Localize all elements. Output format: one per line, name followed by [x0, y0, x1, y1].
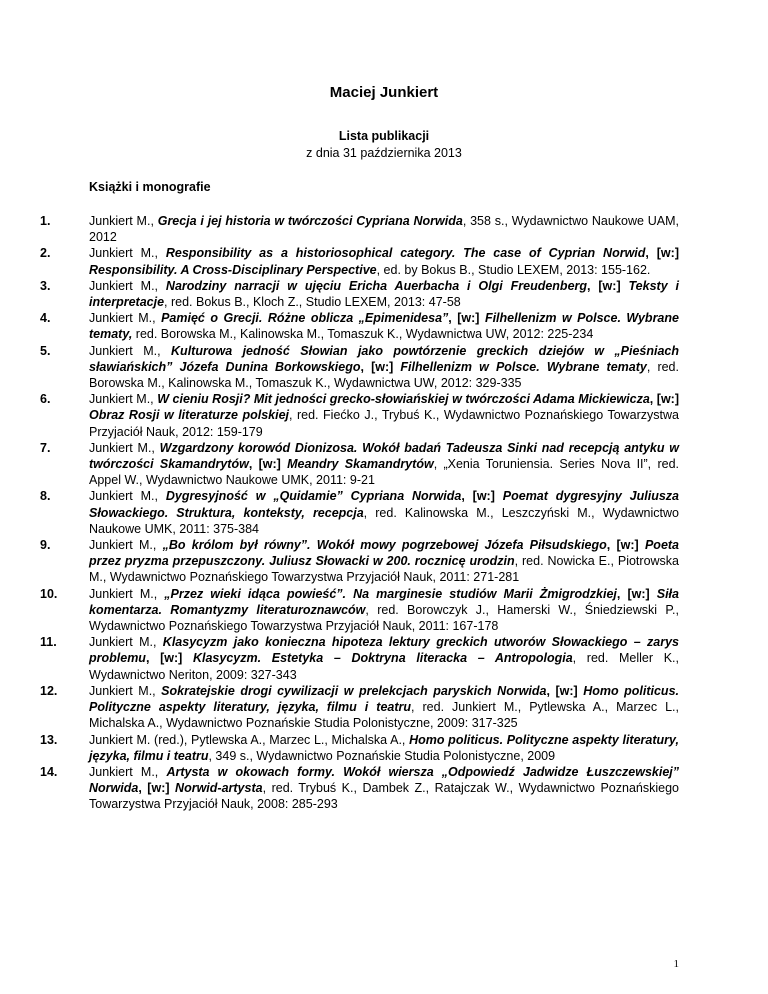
item-title: „Bo królom był równy”. Wokół mowy pogrzebowej Józefa Piłsudskiego: [162, 538, 607, 553]
item-title: Grecja i jej historia w twórczości Cypriana Norwida: [157, 214, 463, 228]
item-rest: red. Borowska M., Kalinowska M., Tomaszuk K., Wydawnictwa UW, 2012: 225-234: [132, 327, 594, 342]
item-book: Poeta przez pryzma przepuszczony. Juliusz Słowacki w 200. rocznicę urodzin: [89, 538, 680, 569]
list-item: [0, 732, 768, 764]
list-item: [0, 213, 768, 245]
item-rest: , red. Junkiert M., Pytlewska A., Marzec L., Michalska A., Wydawnictwo Poznańskie Studia Polonistyczne, 2009: 317-325: [89, 700, 679, 731]
item-title: W cieniu Rosji? Mit jedności grecko-słowiańskiej w twórczości Adama Mickiewicza: [157, 392, 650, 407]
item-number: 14.: [40, 764, 58, 779]
list-item: [0, 245, 768, 277]
item-in: , [w:]: [645, 246, 679, 261]
item-author: Junkiert M.,: [89, 489, 166, 504]
item-in: , [w:]: [138, 781, 176, 796]
item-rest: , red. Kalinowska M., Leszczyński M., Wydawnictwo Naukowe UMK, 2011: 375-384: [89, 505, 679, 536]
item-book: Meandry Skamandrytów: [287, 457, 434, 472]
item-rest: , 358 s., Wydawnictwo Naukowe UAM, 2012: [89, 214, 679, 245]
item-rest: , red. Meller K., Wydawnictwo Neriton, 2009: 327-343: [89, 651, 679, 682]
item-in: , [w:]: [448, 311, 485, 326]
item-title: Homo politicus. Polityczne aspekty literatury, języka, filmu i teatru: [89, 732, 679, 763]
item-author: Junkiert M.,: [89, 311, 162, 326]
item-in: , [w:]: [649, 392, 679, 407]
item-number: 7.: [40, 440, 51, 455]
item-rest: , „Xenia Toruniensia. Series Nova II”, red. Appel W., Wydawnictwo Naukowe UMK, 2011: 9-21: [89, 457, 679, 488]
item-rest: , ed. by Bokus B., Studio LEXEM, 2013: 155-162.: [376, 262, 651, 277]
item-author: Junkiert M.,: [89, 683, 162, 698]
item-title: Responsibility as a historiosophical category. The case of Cyprian Norwid: [165, 246, 646, 261]
item-title: Wzgardzony korowód Dionizosa. Wokół badań Tadeusza Sinki nad recepcją antyku w twórczości Skamandrytów: [89, 440, 679, 472]
author-heading: Maciej Junkiert: [329, 84, 439, 101]
item-book: Siła komentarza. Romantyzmy literaturoznawców: [89, 586, 679, 617]
item-author: Junkiert M.,: [89, 440, 160, 455]
list-item: [0, 440, 768, 489]
list-item: [0, 343, 768, 392]
item-title: „Przez wieki idąca powieść”. Na marginesie studiów Marii Żmigrodzkiej: [164, 586, 617, 601]
publication-list: [0, 213, 768, 813]
item-author: Junkiert M.,: [89, 586, 165, 601]
item-book: Teksty i interpretacje: [89, 278, 680, 310]
item-book: Filhellenizm w Polsce. Wybrane tematy: [400, 359, 647, 374]
item-in: , [w:]: [606, 538, 645, 553]
list-item: [0, 391, 768, 440]
item-rest: , red. Nowicka E., Piotrowska M., Wydawnictwo Poznańskiego Towarzystwa Przyjaciół Nauk, 2011: 271-281: [89, 554, 680, 585]
item-number: 1.: [40, 214, 51, 228]
item-number: 2.: [40, 246, 51, 261]
item-title: Sokratejskie drogi cywilizacji w prelekcjach paryskich Norwida: [161, 683, 547, 698]
list-item: [0, 488, 768, 537]
item-author: Junkiert M.,: [89, 392, 158, 407]
item-in: , [w:]: [145, 651, 193, 666]
page-number: 1: [673, 958, 679, 970]
item-number: 10.: [40, 586, 58, 601]
list-title: Lista publikacji: [338, 129, 430, 143]
date-line: z dnia 31 października 2013: [306, 146, 462, 160]
item-rest: , red. Borowczyk J., Hamerski W., Śniedziewski P., Wydawnictwo Poznańskiego Towarzystwa Przyjaciół Nauk, 2011: 167-178: [89, 602, 680, 634]
item-author: Junkiert M. (red.), Pytlewska A., Marzec L., Michalska A.,: [89, 732, 410, 747]
item-author: Junkiert M.,: [89, 246, 166, 261]
list-item: [0, 764, 768, 813]
item-book: Klasycyzm. Estetyka – Doktryna literacka – Antropologia: [192, 651, 573, 666]
list-item: [0, 586, 768, 635]
item-book: Poemat dygresyjny Juliusza Słowackiego. Struktura, konteksty, recepcja: [89, 489, 679, 520]
item-number: 6.: [40, 392, 51, 407]
item-rest: , red. Bokus B., Kloch Z., Studio LEXEM, 2013: 47-58: [164, 295, 461, 310]
item-title: Dygresyjność w „Quidamie” Cypriana Norwida: [165, 489, 462, 504]
item-rest: , red. Fiećko J., Trybuś K., Wydawnictwo Poznańskiego Towarzystwa Przyjaciół Nauk, 2012: 159-179: [89, 408, 679, 439]
item-in: , [w:]: [248, 457, 288, 472]
item-title: Pamięć o Grecji. Różne oblicza „Epimenidesa”: [161, 311, 449, 326]
item-in: , [w:]: [546, 683, 584, 698]
item-title: Kulturowa jedność Słowian jako powtórzenie greckich dziejów w „Pieśniach sławiańskich” Józefa Dunina Borkowskiego: [89, 343, 679, 374]
item-in: , [w:]: [461, 489, 503, 504]
item-in: , [w:]: [587, 278, 629, 293]
item-number: 8.: [40, 489, 51, 504]
item-author: Junkiert M.,: [89, 538, 163, 553]
list-item: [0, 310, 768, 342]
item-in: , [w:]: [616, 586, 657, 601]
item-rest: , 349 s., Wydawnictwo Poznańskie Studia Polonistyczne, 2009: [208, 748, 556, 763]
item-number: 9.: [40, 538, 51, 553]
item-number: 11.: [40, 635, 57, 650]
item-book: Filhellenizm w Polsce. Wybrane tematy,: [89, 311, 679, 342]
list-item: [0, 537, 768, 586]
section-title: Książki i monografie: [89, 180, 211, 194]
item-title: Artysta w okowach formy. Wokół wiersza „Odpowiedź Jadwidze Łuszczewskiej” Norwida: [89, 764, 679, 796]
item-rest: , red. Trybuś K., Dambek Z., Ratajczak W., Wydawnictwo Poznańskiego Towarzystwa Przyjaciół Nauk, 2008: 285-293: [89, 781, 679, 812]
item-book: Norwid-artysta: [175, 781, 263, 796]
item-book: Homo politicus. Polityczne aspekty literatury, języka, filmu i teatru: [89, 683, 679, 715]
item-number: 3.: [40, 278, 51, 293]
item-author: Junkiert M.,: [89, 764, 167, 779]
list-item: [0, 683, 768, 732]
item-author: Junkiert M.,: [89, 343, 172, 358]
item-title: Narodziny narracji w ujęciu Ericha Auerbacha i Olgi Freudenberg: [165, 278, 588, 293]
list-item: [0, 278, 768, 310]
item-rest: , red. Borowska M., Kalinowska M., Tomaszuk K., Wydawnictwa UW, 2012: 329-335: [89, 359, 679, 391]
item-number: 4.: [40, 311, 51, 326]
item-author: Junkiert M.,: [89, 278, 166, 293]
item-book: Obraz Rosji w literaturze polskiej: [89, 408, 290, 423]
item-author: Junkiert M.,: [89, 635, 163, 650]
item-author: Junkiert M.,: [89, 214, 158, 228]
item-number: 12.: [40, 683, 58, 698]
item-book: Responsibility. A Cross-Disciplinary Perspective: [89, 262, 377, 277]
item-number: 5.: [40, 343, 51, 358]
item-number: 13.: [40, 732, 58, 747]
item-in: , [w:]: [360, 359, 401, 374]
item-title: Klasycyzm jako konieczna hipoteza lektury greckich utworów Słowackiego – zarys problemu: [89, 635, 679, 666]
list-item: [0, 634, 768, 683]
